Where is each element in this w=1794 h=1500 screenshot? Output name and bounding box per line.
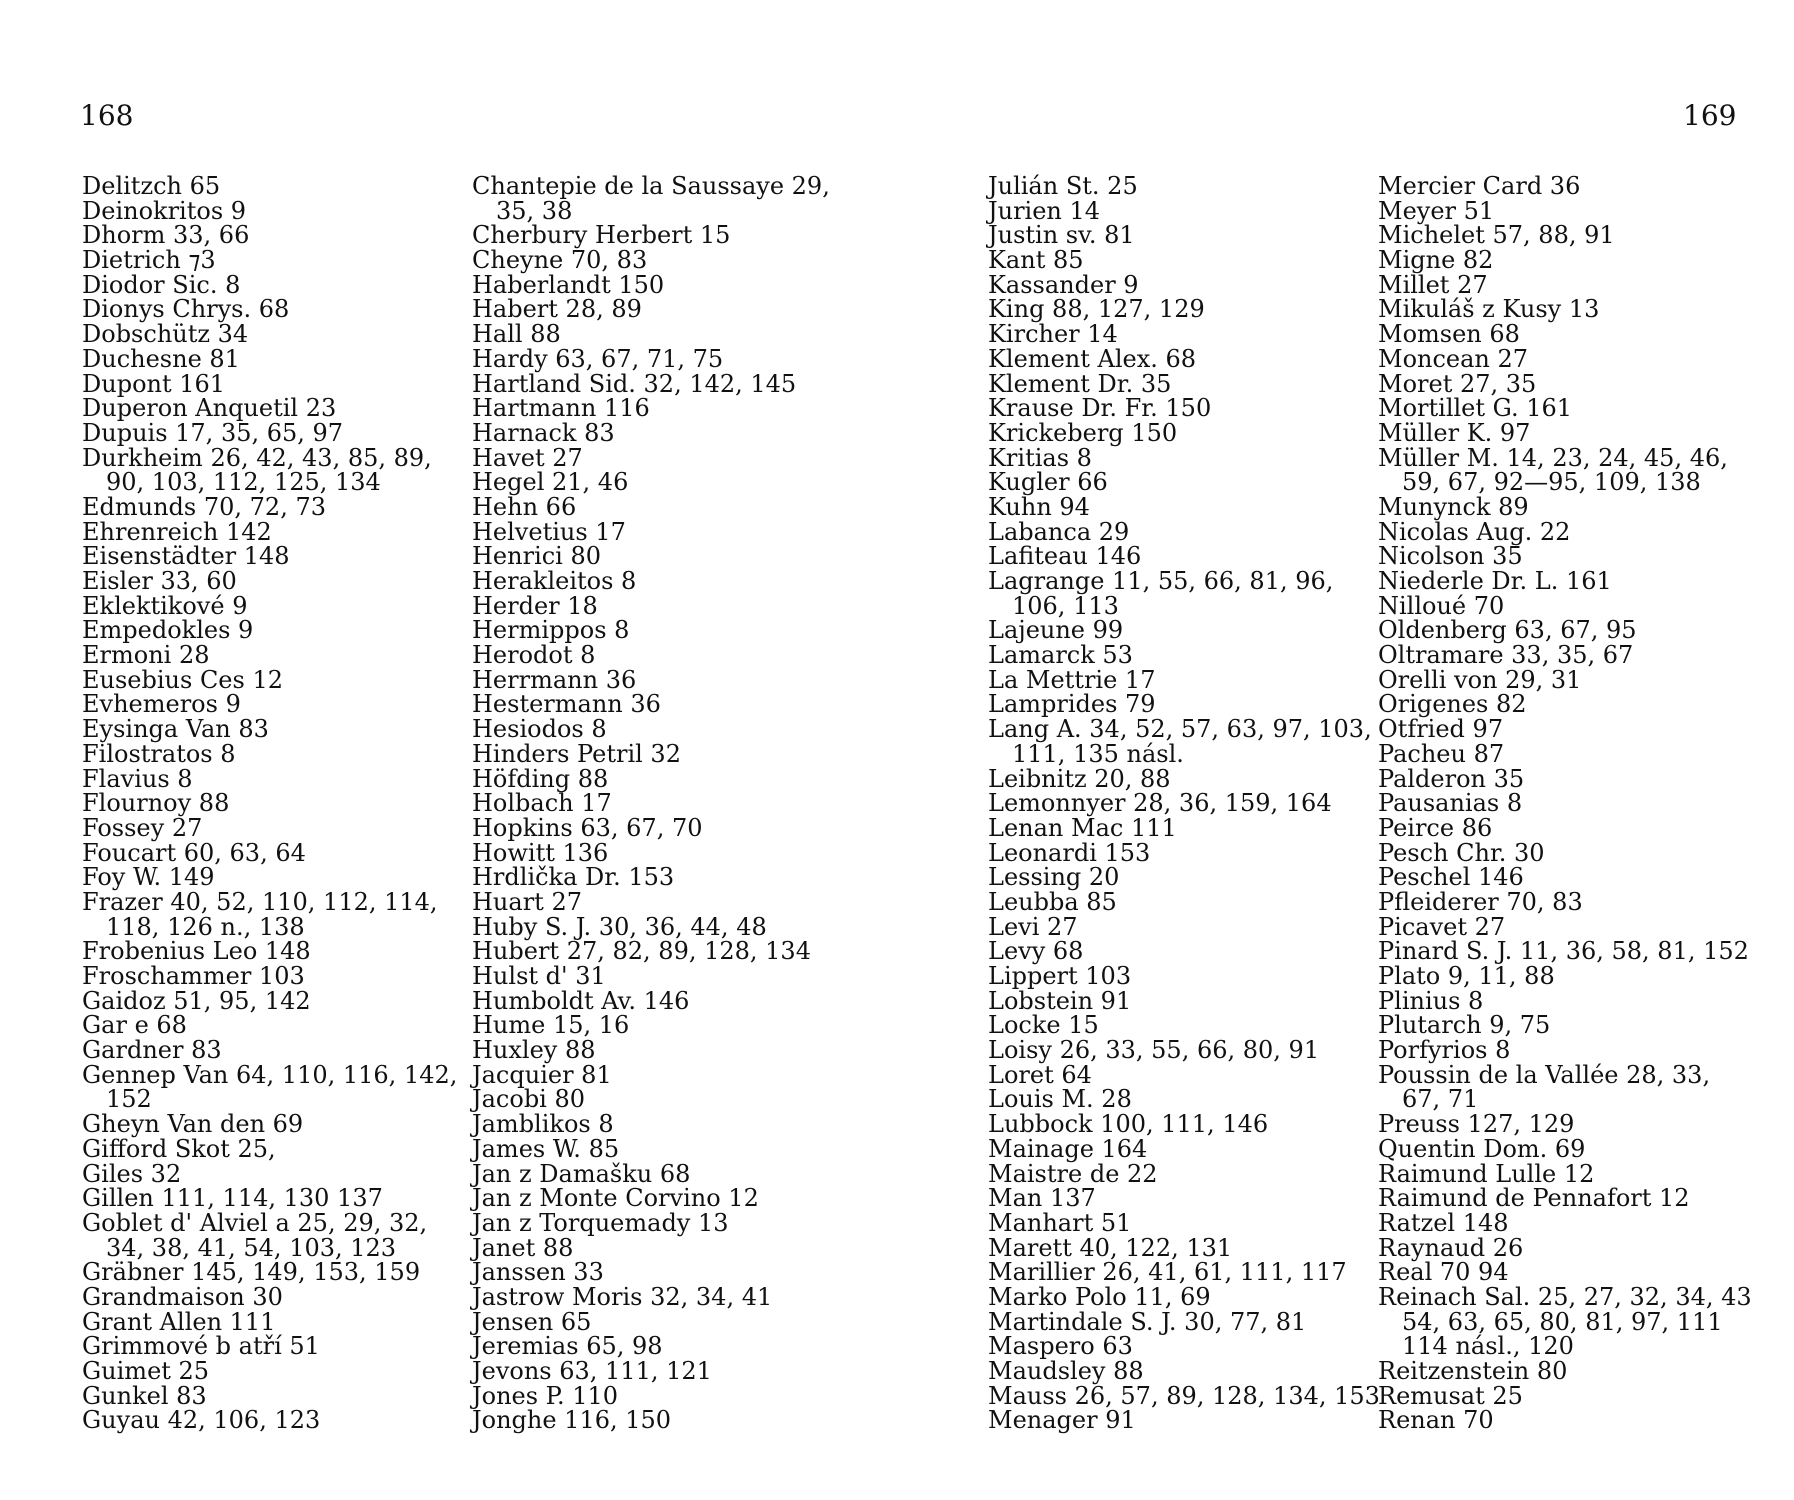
page-number-right: 169: [1683, 99, 1737, 132]
index-entry: Dhorm 33, 66: [82, 221, 250, 250]
index-entry: Eklektikové 9: [82, 591, 248, 620]
index-entry: Lippert 103: [988, 962, 1132, 990]
index-entry: Gifford Skot 25,: [82, 1134, 276, 1163]
index-entry: Porfyrios 8: [1378, 1036, 1511, 1065]
index-entry: Harnack 83: [472, 418, 615, 447]
index-entry: Nicolson 35: [1378, 542, 1523, 571]
index-entry: Gaidoz 51, 95, 142: [82, 986, 311, 1015]
index-entry: Hall 88: [472, 320, 561, 349]
index-entry: Havet 27: [472, 443, 583, 472]
index-entry: Kuhn 94: [988, 492, 1090, 521]
index-entry: Mortillet G. 161: [1378, 394, 1573, 423]
index-entry: Herder 18: [472, 591, 598, 620]
index-entry: Lang A. 34, 52, 57, 63, 97, 103,: [988, 715, 1372, 744]
index-entry: Lessing 20: [988, 863, 1120, 892]
index-entry: Diodor Sic. 8: [82, 270, 241, 299]
index-entry: Flavius 8: [82, 764, 193, 793]
index-entry: Origenes 82: [1378, 690, 1527, 719]
index-entry: Mainage 164: [988, 1134, 1148, 1163]
index-entry: Lamarck 53: [988, 641, 1133, 670]
index-entry: Real 70 94: [1378, 1258, 1509, 1287]
index-entry: Frazer 40, 52, 110, 112, 114,: [82, 887, 438, 916]
index-entry: Gillen 111, 114, 130 137: [82, 1184, 383, 1213]
index-entry: Loret 64: [988, 1060, 1092, 1089]
index-entry: Foy W. 149: [82, 863, 215, 892]
index-entry: Duperon Anquetil 23: [82, 394, 337, 423]
index-entry: Müller K. 97: [1378, 418, 1531, 447]
index-entry: Herakleitos 8: [472, 567, 637, 595]
index-entry: Julián St. 25: [988, 172, 1138, 200]
index-entry: Hardy 63, 67, 71, 75: [472, 344, 724, 373]
index-entry: Oldenberg 63, 67, 95: [1378, 616, 1637, 645]
index-entry: Plinius 8: [1378, 986, 1484, 1015]
index-entry: Orelli von 29, 31: [1378, 665, 1582, 694]
index-entry: Loisy 26, 33, 55, 66, 80, 91: [988, 1036, 1320, 1065]
index-entry: Hrdlička Dr. 153: [472, 863, 675, 892]
index-entry: Hermippos 8: [472, 616, 630, 645]
index-entry: Renan 70: [1378, 1406, 1494, 1435]
index-entry: Louis M. 28: [988, 1085, 1132, 1114]
index-entry: Jevons 63, 111, 121: [472, 1357, 712, 1385]
index-entry: Lagrange 11, 55, 66, 81, 96,: [988, 567, 1334, 595]
index-entry: Haberlandt 150: [472, 270, 665, 299]
index-entry-continuation: 34, 38, 41, 54, 103, 123: [106, 1233, 397, 1262]
index-entry: Froschammer 103: [82, 962, 305, 990]
index-entry: Hartland Sid. 32, 142, 145: [472, 369, 797, 398]
index-entry-continuation: 152: [106, 1085, 152, 1114]
index-entry: Deinokritos 9: [82, 196, 247, 225]
index-entry: Gennep Van 64, 110, 116, 142,: [82, 1060, 458, 1089]
index-entry: Edmunds 70, 72, 73: [82, 492, 326, 521]
index-entry: Dupont 161: [82, 369, 226, 398]
index-entry: Nicolas Aug. 22: [1378, 517, 1571, 546]
index-entry: Holbach 17: [472, 789, 612, 818]
index-entry: Jensen 65: [472, 1307, 592, 1336]
index-entry: Mauss 26, 57, 89, 128, 134, 153: [988, 1381, 1380, 1410]
index-entry: Gar e 68: [82, 1011, 187, 1040]
index-entry: Kugler 66: [988, 468, 1108, 497]
index-entry: Michelet 57, 88, 91: [1378, 221, 1615, 250]
index-entry: Maistre de 22: [988, 1159, 1158, 1188]
index-entry: Jacobi 80: [472, 1085, 586, 1114]
index-entry: Justin sv. 81: [988, 221, 1135, 250]
index-entry: Gunkel 83: [82, 1381, 207, 1410]
index-entry: Pacheu 87: [1378, 739, 1505, 768]
index-entry: Migne 82: [1378, 246, 1494, 275]
index-entry-continuation: 35, 38: [496, 196, 573, 225]
index-entry: Preuss 127, 129: [1378, 1110, 1575, 1139]
index-entry: Jastrow Moris 32, 34, 41: [472, 1282, 773, 1311]
index-entry: Jacquier 81: [472, 1060, 612, 1089]
index-entry: Evhemeros 9: [82, 690, 241, 719]
index-entry: Raynaud 26: [1378, 1233, 1524, 1262]
index-entry: Humboldt Av. 146: [472, 986, 690, 1015]
index-entry: Huxley 88: [472, 1036, 596, 1065]
index-entry: Peirce 86: [1378, 813, 1493, 842]
index-entry: Jones P. 110: [472, 1381, 619, 1410]
index-entry: Leibnitz 20, 88: [988, 764, 1171, 793]
index-entry: Kircher 14: [988, 320, 1118, 349]
index-entry: Peschel 146: [1378, 863, 1524, 892]
index-entry: Grimmové b atří 51: [82, 1332, 320, 1361]
index-entry: Reitzenstein 80: [1378, 1357, 1568, 1385]
index-entry: Klement Dr. 35: [988, 369, 1172, 398]
index-entry: Janet 88: [472, 1233, 574, 1262]
index-entry-continuation: 67, 71: [1402, 1085, 1479, 1114]
index-entry: Ehrenreich 142: [82, 517, 272, 546]
index-entry: Lenan Mac 111: [988, 813, 1177, 842]
index-column-3: [988, 172, 1380, 1435]
index-entry: Hubert 27, 82, 89, 128, 134: [472, 937, 811, 966]
index-entry: Manhart 51: [988, 1208, 1132, 1237]
index-entry: Herodot 8: [472, 641, 596, 670]
index-entry: Dobschütz 34: [82, 320, 249, 349]
index-entry: Remusat 25: [1378, 1381, 1523, 1410]
index-entry: Millet 27: [1378, 270, 1488, 299]
index-entry: Reinach Sal. 25, 27, 32, 34, 43: [1378, 1282, 1752, 1311]
index-entry: Jonghe 116, 150: [472, 1406, 672, 1435]
page-number-left: 168: [80, 99, 134, 132]
index-entry: Habert 28, 89: [472, 295, 642, 324]
index-entry: Maspero 63: [988, 1332, 1133, 1361]
index-entry: Helvetius 17: [472, 517, 626, 546]
index-entry: Howitt 136: [472, 838, 609, 867]
index-entry: Eisenstädter 148: [82, 542, 290, 571]
index-entry: Nilloué 70: [1378, 591, 1505, 620]
index-entry: Kant 85: [988, 246, 1084, 275]
index-entry: Hestermann 36: [472, 690, 661, 719]
index-column-2: [472, 172, 830, 1435]
index-entry: Foucart 60, 63, 64: [82, 838, 306, 867]
index-entry-continuation: 118, 126 n., 138: [106, 912, 305, 941]
index-entry: Mikuláš z Kusy 13: [1378, 295, 1600, 324]
index-entry-continuation: 90, 103, 112, 125, 134: [106, 468, 381, 497]
index-entry: Hesiodos 8: [472, 715, 607, 744]
index-column-4: [1378, 172, 1752, 1435]
index-entry: Niederle Dr. L. 161: [1378, 567, 1612, 595]
index-entry: Otfried 97: [1378, 715, 1504, 744]
index-entry: Jan z Damašku 68: [472, 1159, 691, 1188]
index-entry: Lubbock 100, 111, 146: [988, 1110, 1269, 1139]
index-entry: Hegel 21, 46: [472, 468, 629, 497]
index-entry: Jeremias 65, 98: [472, 1332, 663, 1361]
index-entry: Jan z Torquemady 13: [472, 1208, 729, 1237]
index-entry: Picavet 27: [1378, 912, 1506, 941]
index-entry: Pesch Chr. 30: [1378, 838, 1545, 867]
index-entry: Momsen 68: [1378, 320, 1520, 349]
index-entry: Dionys Chrys. 68: [82, 295, 290, 324]
index-entry: Hume 15, 16: [472, 1011, 630, 1040]
index-entry: Delitzch 65: [82, 172, 221, 200]
index-entry: Duchesne 81: [82, 344, 240, 373]
index-entry: Fossey 27: [82, 813, 203, 842]
index-entry: Plutarch 9, 75: [1378, 1011, 1551, 1040]
index-entry: Raimund Lulle 12: [1378, 1159, 1595, 1188]
index-entry: Levy 68: [988, 937, 1084, 966]
index-entry: Gheyn Van den 69: [82, 1110, 304, 1139]
index-entry-continuation: 106, 113: [1012, 591, 1119, 620]
index-entry: Herrmann 36: [472, 665, 637, 694]
index-entry: Kassander 9: [988, 270, 1139, 299]
index-entry: Pinard S. J. 11, 36, 58, 81, 152: [1378, 937, 1749, 966]
index-entry: Giles 32: [82, 1159, 182, 1188]
index-entry: Hartmann 116: [472, 394, 650, 423]
index-entry: Gräbner 145, 149, 153, 159: [82, 1258, 421, 1287]
index-entry: Grant Allen 111: [82, 1307, 276, 1336]
index-entry: Levi 27: [988, 912, 1078, 941]
index-entry: Oltramare 33, 35, 67: [1378, 641, 1634, 670]
index-entry: Lobstein 91: [988, 986, 1132, 1015]
index-entry: Huart 27: [472, 887, 582, 916]
index-entry: Durkheim 26, 42, 43, 85, 89,: [82, 443, 432, 472]
index-entry: Menager 91: [988, 1406, 1136, 1435]
index-entry: James W. 85: [472, 1134, 620, 1163]
index-entry: Hehn 66: [472, 492, 577, 521]
index-column-1: [82, 172, 458, 1435]
index-entry-continuation: 111, 135 násl.: [1012, 739, 1184, 768]
index-entry: Palderon 35: [1378, 764, 1525, 793]
index-entry: Poussin de la Vallée 28, 33,: [1378, 1060, 1711, 1089]
index-entry: Meyer 51: [1378, 196, 1495, 225]
index-entry: Ermoni 28: [82, 641, 210, 670]
index-entry: Ratzel 148: [1378, 1208, 1509, 1237]
index-entry: Huby S. J. 30, 36, 44, 48: [472, 912, 767, 941]
index-entry: Eusebius Ces 12: [82, 665, 283, 694]
index-entry: Leubba 85: [988, 887, 1117, 916]
index-entry: Goblet d' Alviel a 25, 29, 32,: [82, 1208, 428, 1237]
index-entry: Cherbury Herbert 15: [472, 221, 731, 250]
index-entry: Hopkins 63, 67, 70: [472, 813, 703, 842]
index-entry: Pfleiderer 70, 83: [1378, 887, 1583, 916]
index-entry: Klement Alex. 68: [988, 344, 1197, 373]
index-entry: Müller M. 14, 23, 24, 45, 46,: [1378, 443, 1728, 472]
index-entry: Quentin Dom. 69: [1378, 1134, 1586, 1163]
index-entry: Maudsley 88: [988, 1357, 1144, 1385]
index-entry: Hinders Petril 32: [472, 739, 681, 768]
index-entry: Lamprides 79: [988, 690, 1156, 719]
index-entry: Krickeberg 150: [988, 418, 1178, 447]
index-entry: Dupuis 17, 35, 65, 97: [82, 418, 344, 447]
index-entry: Marillier 26, 41, 61, 111, 117: [988, 1258, 1347, 1287]
index-entry: Moret 27, 35: [1378, 369, 1537, 398]
index-entry: Plato 9, 11, 88: [1378, 962, 1555, 990]
index-entry: Labanca 29: [988, 517, 1130, 546]
index-entry: Jurien 14: [988, 196, 1101, 225]
index-entry: Empedokles 9: [82, 616, 254, 645]
index-entry-continuation: 54, 63, 65, 80, 81, 97, 111: [1402, 1307, 1723, 1336]
index-entry: Höfding 88: [472, 764, 609, 793]
index-entry: Lafiteau 146: [988, 542, 1142, 571]
index-entry: Moncean 27: [1378, 344, 1529, 373]
index-entry: Marett 40, 122, 131: [988, 1233, 1233, 1262]
index-entry: Guyau 42, 106, 123: [82, 1406, 321, 1435]
index-entry: Munynck 89: [1378, 492, 1529, 521]
index-entry: King 88, 127, 129: [988, 295, 1205, 324]
index-entry: Eysinga Van 83: [82, 715, 269, 744]
index-entry: Raimund de Pennafort 12: [1378, 1184, 1690, 1213]
index-entry: Lemonnyer 28, 36, 159, 164: [988, 789, 1332, 818]
index-entry: Flournoy 88: [82, 789, 230, 818]
index-entry: Martindale S. J. 30, 77, 81: [988, 1307, 1307, 1336]
index-entry: Krause Dr. Fr. 150: [988, 394, 1212, 423]
index-entry: Frobenius Leo 148: [82, 937, 311, 966]
index-entry: Dietrich ⁊3: [82, 246, 216, 275]
index-entry: Locke 15: [988, 1011, 1099, 1040]
index-entry-continuation: 114 násl., 120: [1402, 1332, 1574, 1361]
index-entry: Janssen 33: [472, 1258, 604, 1287]
index-entry: Cheyne 70, 83: [472, 246, 648, 275]
index-entry: Lajeune 99: [988, 616, 1124, 645]
index-entry: Hulst d' 31: [472, 962, 606, 990]
index-entry: Jamblikos 8: [472, 1110, 614, 1139]
index-entry: Chantepie de la Saussaye 29,: [472, 172, 830, 200]
index-entry: Marko Polo 11, 69: [988, 1282, 1211, 1311]
index-entry: Filostratos 8: [82, 739, 236, 768]
index-entry: Man 137: [988, 1184, 1096, 1213]
index-entry: Henrici 80: [472, 542, 602, 571]
index-entry: La Mettrie 17: [988, 665, 1156, 694]
index-entry: Grandmaison 30: [82, 1282, 283, 1311]
index-entry: Mercier Card 36: [1378, 172, 1581, 200]
index-entry: Guimet 25: [82, 1357, 210, 1385]
index-entry: Gardner 83: [82, 1036, 222, 1065]
index-entry: Kritias 8: [988, 443, 1092, 472]
index-entry: Jan z Monte Corvino 12: [472, 1184, 759, 1213]
index-entry: Pausanias 8: [1378, 789, 1523, 818]
index-entry: Leonardi 153: [988, 838, 1151, 867]
index-entry: Eisler 33, 60: [82, 567, 237, 595]
index-entry-continuation: 59, 67, 92—95, 109, 138: [1402, 468, 1701, 497]
